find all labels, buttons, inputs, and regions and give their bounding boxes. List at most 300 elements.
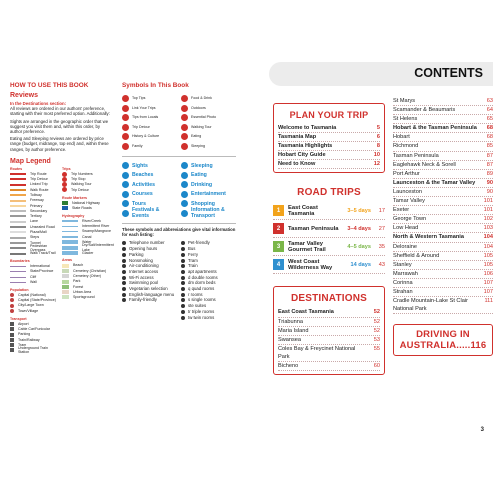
- toc-page: 102: [483, 216, 493, 223]
- listing-symbol: [181, 209, 236, 219]
- road-trip-row: [273, 220, 385, 238]
- symbol-item: [122, 132, 177, 142]
- drinking-icon: [181, 181, 188, 188]
- toc-row: [393, 152, 493, 161]
- toc-title: Scamander & Beaumaris: [393, 107, 456, 114]
- toc-row: [393, 179, 493, 188]
- divider: [122, 223, 236, 224]
- legend-label: Forest: [73, 284, 84, 289]
- toc-title: Tasmania Highlights: [278, 143, 333, 150]
- abbr-label: apt apartments: [188, 268, 217, 274]
- toc-title: Launceston & the Tamar Valley: [393, 179, 476, 186]
- toc-row: [278, 345, 380, 362]
- legend-label: Tollway: [30, 192, 42, 197]
- abbr-symbol-icon: [122, 253, 126, 257]
- trip-days: 14 days: [350, 261, 371, 268]
- left-page: [0, 0, 245, 500]
- toc-title: Corinna: [393, 279, 413, 286]
- legend-swatch: [10, 210, 26, 212]
- toc-page: 90: [486, 188, 493, 195]
- legend-item: [62, 187, 110, 192]
- legend-swatch: [62, 172, 67, 177]
- legend-label: Pedestrian Overpass: [30, 243, 48, 253]
- abbr-item: [181, 263, 236, 268]
- symbols-title: Symbols In This Book: [122, 82, 189, 89]
- toc-title: Deloraine: [393, 243, 417, 250]
- toc-page: 105: [483, 261, 493, 268]
- symbol-item: [181, 94, 236, 104]
- abbr-label: Tram: [188, 257, 198, 263]
- trip-title: Tasman Peninsula: [288, 225, 339, 232]
- toc-row: [393, 279, 493, 288]
- areas-heading: Areas: [62, 258, 72, 263]
- reviews-para-2: Sights are arranged in the geographic order that we suggest you visit them and, within this order, by author preference.: [10, 118, 109, 135]
- legend-label: State Roads: [72, 205, 92, 210]
- toc-row: [393, 161, 493, 170]
- abbr-label: English-language menu: [129, 291, 175, 297]
- legend-swatch: [62, 290, 69, 294]
- legend-swatch: [10, 327, 14, 331]
- listing-symbol-label: Festivals & Events: [132, 207, 160, 220]
- abbr-label: tw twin rooms: [188, 314, 215, 320]
- listing-symbol-label: Beaches: [132, 172, 154, 179]
- road-trip-row: [273, 202, 385, 220]
- trips-list: [62, 171, 110, 192]
- toc-title: St Helens: [393, 116, 418, 123]
- legend-swatch: [10, 215, 26, 217]
- legend-swatch: [62, 187, 67, 192]
- abbr-symbol-icon: [122, 287, 126, 291]
- legend-label: Intermittent River: [82, 224, 110, 229]
- abbr-label: Family-friendly: [129, 297, 157, 303]
- legend-swatch: [62, 251, 78, 255]
- abbr-symbol-icon: [181, 276, 185, 280]
- legend-label: Primary: [30, 203, 43, 208]
- trip-page: 17: [378, 207, 385, 214]
- abbr-label: s single rooms: [188, 297, 216, 303]
- listing-symbol: [122, 190, 177, 200]
- legend-item: [62, 206, 110, 211]
- legend-label: Walk Track/Trail: [30, 251, 56, 256]
- abbr-item: [122, 297, 177, 302]
- legend-swatch: [62, 264, 69, 268]
- abbr-label: Bus: [188, 246, 196, 252]
- abbr-item: [181, 246, 236, 251]
- symbol-icon: [181, 105, 188, 112]
- legend-col-left: [10, 167, 58, 353]
- abbr-item: [122, 263, 177, 268]
- legend-label: Trip Stop: [71, 177, 86, 182]
- toc-row: [393, 261, 493, 270]
- sleeping-icon: [181, 162, 188, 169]
- toc-page: 85: [486, 143, 493, 150]
- abbr-symbol-icon: [181, 247, 185, 251]
- toc-title: Tasman Peninsula: [393, 152, 439, 159]
- map-legend-title: Map Legend: [10, 157, 51, 165]
- abbr-item: [122, 292, 177, 297]
- legend-swatch: [62, 240, 78, 244]
- toc-page: 107: [483, 279, 493, 286]
- symbol-icon: [122, 95, 129, 102]
- legend-label: Linked Trip: [30, 182, 48, 187]
- legend-swatch: [10, 304, 14, 308]
- abbr-symbol-icon: [122, 281, 126, 285]
- toc-row: [393, 97, 493, 106]
- abbr-label: q quad rooms: [188, 286, 215, 292]
- toc-page: 87: [486, 161, 493, 168]
- legend-swatch: [10, 178, 26, 180]
- legend-label: Town/Village: [18, 308, 39, 313]
- legend-label: State/Province: [30, 269, 54, 274]
- legend-swatch: [10, 333, 14, 337]
- divider: [122, 156, 236, 157]
- listing-symbol: [122, 209, 177, 219]
- legend-swatch: [62, 246, 78, 250]
- toc-title: Bicheno: [278, 363, 299, 370]
- destinations-box: [273, 286, 385, 375]
- legend-swatch: [62, 285, 69, 289]
- toc-page: 106: [483, 270, 493, 277]
- toc-page: 53: [373, 336, 380, 343]
- legend-label: Canal: [82, 234, 92, 239]
- abbr-label: tr triple rooms: [188, 308, 215, 314]
- legend-swatch: [10, 184, 26, 186]
- toc-title: Welcome to Tasmania: [278, 125, 337, 131]
- abbr-label: Vegetarian selection: [129, 286, 168, 292]
- symbol-label: History & Culture: [132, 134, 160, 139]
- toc-page: 105: [483, 252, 493, 259]
- abbr-item: [122, 275, 177, 280]
- listing-symbol: [181, 171, 236, 181]
- toc-page: 104: [483, 234, 493, 241]
- symbol-label: Trip Detour: [132, 124, 150, 129]
- abbr-item: [122, 258, 177, 263]
- hydrography-heading: Hydrography: [62, 213, 85, 218]
- contents-title: CONTENTS: [414, 66, 483, 80]
- transport-list: [10, 321, 58, 353]
- toc-title: Swansea: [278, 336, 302, 343]
- abbr-item: [181, 280, 236, 285]
- toc-page: 52: [373, 327, 380, 334]
- toc-row: [393, 142, 493, 151]
- population-heading: Population: [10, 287, 29, 292]
- toc-page: 5: [376, 125, 380, 131]
- legend-label: Unsealed Road: [30, 224, 55, 229]
- symbol-label: Tips from Locals: [132, 115, 159, 120]
- toc-title: Exeter: [393, 207, 410, 214]
- legend-item: [62, 242, 114, 252]
- toc-title: Launceston: [393, 188, 422, 195]
- trip-page: 27: [378, 225, 385, 232]
- abbr-symbol-icon: [181, 253, 185, 257]
- contents-right-column: [393, 97, 493, 356]
- legend-swatch: [10, 200, 26, 202]
- destinations-title: DESTINATIONS: [290, 293, 368, 305]
- right-page: [255, 0, 500, 500]
- symbol-item: [122, 123, 177, 133]
- symbol-label: Eating: [191, 134, 202, 139]
- abbr-symbol-icon: [122, 270, 126, 274]
- legend-label: Capital (National): [18, 292, 46, 297]
- symbol-label: Essential Photo: [191, 115, 216, 120]
- legend-swatch: [10, 231, 26, 233]
- legend-swatch: [10, 309, 14, 313]
- legend-label: Trip Detour: [30, 177, 48, 182]
- trips-heading: Trips: [62, 166, 71, 171]
- toc-page: 87: [486, 152, 493, 159]
- toc-page: 65: [486, 116, 493, 123]
- listing-symbol-label: Information & Transport: [191, 207, 225, 220]
- legend-item: [10, 308, 58, 313]
- legend-label: International: [30, 264, 50, 269]
- legend-label: Walking Tour: [71, 182, 92, 187]
- plan-list: [278, 124, 380, 169]
- abbr-item: [181, 252, 236, 257]
- legend-label: Cemetery (Other): [73, 274, 101, 278]
- legend-label: Tram: [18, 342, 27, 347]
- toc-row: [278, 308, 380, 317]
- legend-label: Airport: [18, 321, 29, 326]
- listing-symbol: [122, 180, 177, 190]
- abbr-symbol-icon: [181, 259, 185, 263]
- reviews-heading: Reviews: [10, 92, 39, 99]
- symbol-label: Walking Tour: [191, 124, 212, 129]
- listing-symbol: [122, 171, 177, 181]
- toc-title: Tamar Valley: [393, 198, 425, 205]
- toc-row: [278, 133, 380, 142]
- legend-label: Wall: [30, 280, 37, 284]
- legend-swatch: [10, 189, 26, 191]
- left-page-sheet: [4, 72, 242, 500]
- abbr-label: Air-conditioning: [129, 263, 159, 269]
- tours-icon: [122, 200, 129, 207]
- legend-item: [10, 345, 58, 355]
- driving-box: [393, 324, 493, 356]
- abbr-col-left: [122, 240, 177, 320]
- symbol-icon: [122, 114, 129, 121]
- toc-row: [393, 115, 493, 124]
- toc-row: [278, 160, 380, 169]
- toc-row: [278, 142, 380, 151]
- boundaries-heading: Boundaries: [10, 259, 30, 264]
- road-trip-row: [273, 256, 385, 274]
- listing-symbol: [122, 161, 177, 171]
- abbr-item: [181, 297, 236, 302]
- legend-swatch: [10, 205, 26, 207]
- legend-label: River/Creek: [82, 218, 101, 223]
- symbol-label: Food & Drink: [191, 96, 212, 101]
- toc-page: 103: [483, 225, 493, 232]
- how-to-title: HOW TO USE THIS BOOK: [10, 82, 89, 89]
- symbol-label: Top Tips: [132, 96, 146, 101]
- abbr-heading: These symbols and abbreviations give vital information for each listing:: [122, 227, 236, 238]
- abbr-symbol-icon: [122, 247, 126, 251]
- legend-swatch: [62, 274, 69, 278]
- reviews-para-3: Eating and Sleeping reviews are ordered by price range (budget, midrange, top end) and, within these ranges, by author preference.: [10, 136, 109, 152]
- listing-symbol-label: Sleeping: [191, 162, 213, 169]
- symbol-icon: [181, 114, 188, 121]
- abbr-label: Nonsmoking: [129, 257, 153, 263]
- listing-symbol-label: Sights: [132, 162, 148, 169]
- abbr-symbol-icon: [181, 241, 185, 245]
- abbr-item: [122, 286, 177, 291]
- abbr-item: [122, 246, 177, 251]
- abbr-symbol-icon: [181, 270, 185, 274]
- boundaries-list: [10, 264, 58, 285]
- transport-heading: Transport: [10, 316, 27, 321]
- toc-page: 60: [373, 363, 380, 370]
- legend-item: [10, 280, 58, 285]
- legend-label: Sportsground: [73, 295, 95, 300]
- legend-label: Lane: [30, 219, 38, 224]
- trip-number-badge: 4: [273, 259, 284, 270]
- road-trip-row: [273, 238, 385, 256]
- toc-title: George Town: [393, 216, 427, 223]
- road-trips-list: [273, 202, 385, 274]
- trip-page: 43: [378, 261, 385, 268]
- toc-page: 63: [486, 98, 493, 104]
- toc-row: [393, 224, 493, 233]
- legend-swatch: [62, 206, 68, 210]
- toc-row: [393, 206, 493, 215]
- toc-row: [393, 233, 493, 242]
- legend-label: National Highway: [72, 200, 100, 205]
- symbol-icon: [181, 124, 188, 131]
- abbr-item: [122, 240, 177, 245]
- legend-label: City/Large Town: [18, 303, 44, 308]
- eating-icon: [181, 172, 188, 179]
- toc-page: 8: [376, 143, 380, 150]
- abbr-symbol-icon: [122, 276, 126, 280]
- listing-symbol-label: Drinking: [191, 181, 213, 188]
- toc-page: 64: [486, 107, 493, 114]
- toc-row: [393, 297, 493, 314]
- trip-number-badge: 3: [273, 241, 284, 252]
- trip-title: Tamar Valley Gourmet Trail: [288, 240, 326, 253]
- legend-swatch: [62, 220, 78, 222]
- abbr-item: [181, 286, 236, 291]
- page-number: 3: [480, 427, 484, 433]
- symbol-item: [122, 104, 177, 114]
- abbr-label: Ferry: [188, 251, 199, 257]
- abbr-symbol-icon: [181, 310, 185, 314]
- trip-days: 4–5 days: [347, 243, 371, 250]
- driving-line-1: DRIVING IN: [416, 329, 470, 341]
- legend-swatch: [62, 280, 69, 284]
- toc-title: North & Western Tasmania: [393, 234, 464, 241]
- legend-swatch: [62, 226, 78, 228]
- routes-heading: Routes: [10, 166, 23, 171]
- legend-swatch: [10, 221, 26, 223]
- trip-days: 3–5 days: [347, 207, 371, 214]
- toc-row: [278, 327, 380, 336]
- driving-title: AUSTRALIA: [399, 340, 457, 352]
- legend-swatch: [10, 343, 14, 347]
- festivals-icon: [122, 210, 129, 217]
- symbols-column: [122, 82, 236, 320]
- symbol-icon: [122, 124, 129, 131]
- legend-swatch: [10, 282, 26, 283]
- toc-row: [393, 243, 493, 252]
- toc-row: [393, 170, 493, 179]
- toc-title: Triabunna: [278, 318, 303, 325]
- abbr-label: Pet-friendly: [188, 240, 210, 246]
- symbol-item: [181, 132, 236, 142]
- toc-page: 111: [484, 298, 493, 305]
- population-list: [10, 293, 58, 314]
- legend-item: [10, 251, 58, 256]
- symbol-label: Family: [132, 143, 143, 148]
- areas-list: [62, 263, 110, 300]
- toc-title: Eaglehawk Neck & Sorell: [393, 161, 456, 168]
- legend-swatch: [62, 231, 78, 233]
- top-symbols-grid: [122, 94, 236, 151]
- legend-swatch: [62, 201, 68, 205]
- symbol-item: [181, 113, 236, 123]
- contents-banner: [269, 62, 493, 86]
- driving-page: 116: [470, 340, 487, 352]
- legend-label: Glacier: [82, 250, 94, 255]
- abbr-grid: [122, 240, 236, 320]
- legend-label: Freeway: [30, 198, 44, 203]
- toc-row: [393, 252, 493, 261]
- abbr-label: r rooms: [188, 291, 203, 297]
- listing-symbol-label: Entertainment: [191, 191, 226, 198]
- abbr-item: [181, 258, 236, 263]
- abbr-symbol-icon: [181, 298, 185, 302]
- listing-symbol: [181, 180, 236, 190]
- hydrography-list: [62, 218, 114, 255]
- legend-label: Park: [73, 279, 81, 284]
- toc-title: Strahan: [393, 288, 413, 295]
- legend-swatch: [10, 237, 26, 239]
- abbr-label: Opening hours: [129, 246, 158, 252]
- listing-symbols-grid: [122, 161, 236, 218]
- legend-label: Dry/Salt/Intermittent Lake: [82, 242, 114, 252]
- how-to-use-column: [10, 82, 114, 355]
- legend-swatch: [10, 194, 26, 196]
- legend-swatch: [10, 173, 26, 175]
- listing-symbol-label: Tours: [132, 200, 147, 207]
- symbol-label: Sleeping: [191, 143, 205, 148]
- toc-page: 52: [373, 318, 380, 325]
- toc-row: [393, 197, 493, 206]
- abbr-symbol-icon: [181, 264, 185, 268]
- symbol-label: Link Your Trips: [132, 105, 156, 110]
- toc-row: [278, 362, 380, 371]
- legend-swatch: [10, 322, 14, 326]
- abbr-symbol-icon: [181, 287, 185, 291]
- legend-label: Cemetery (Christian): [73, 268, 107, 273]
- toc-page: 10: [373, 152, 380, 159]
- toc-page: 89: [486, 170, 493, 177]
- legend-label: Capital (State/Province): [18, 298, 56, 303]
- listing-symbol-label: Activities: [132, 181, 156, 188]
- legend-label: Secondary: [30, 208, 48, 213]
- toc-page: 68: [486, 134, 493, 141]
- toc-page: 68: [486, 125, 493, 132]
- symbol-icon: [122, 105, 129, 112]
- legend-swatch: [10, 271, 26, 272]
- abbr-symbol-icon: [181, 281, 185, 285]
- legend-swatch: [62, 269, 69, 273]
- toc-title: Tasmania Map: [278, 134, 317, 141]
- toc-page: 55: [373, 345, 380, 352]
- abbr-label: d double rooms: [188, 274, 218, 280]
- toc-page: 101: [483, 198, 493, 205]
- toc-title: Cradle Mountain-Lake St Clair National Park: [393, 298, 468, 313]
- legend-swatch: [10, 298, 14, 302]
